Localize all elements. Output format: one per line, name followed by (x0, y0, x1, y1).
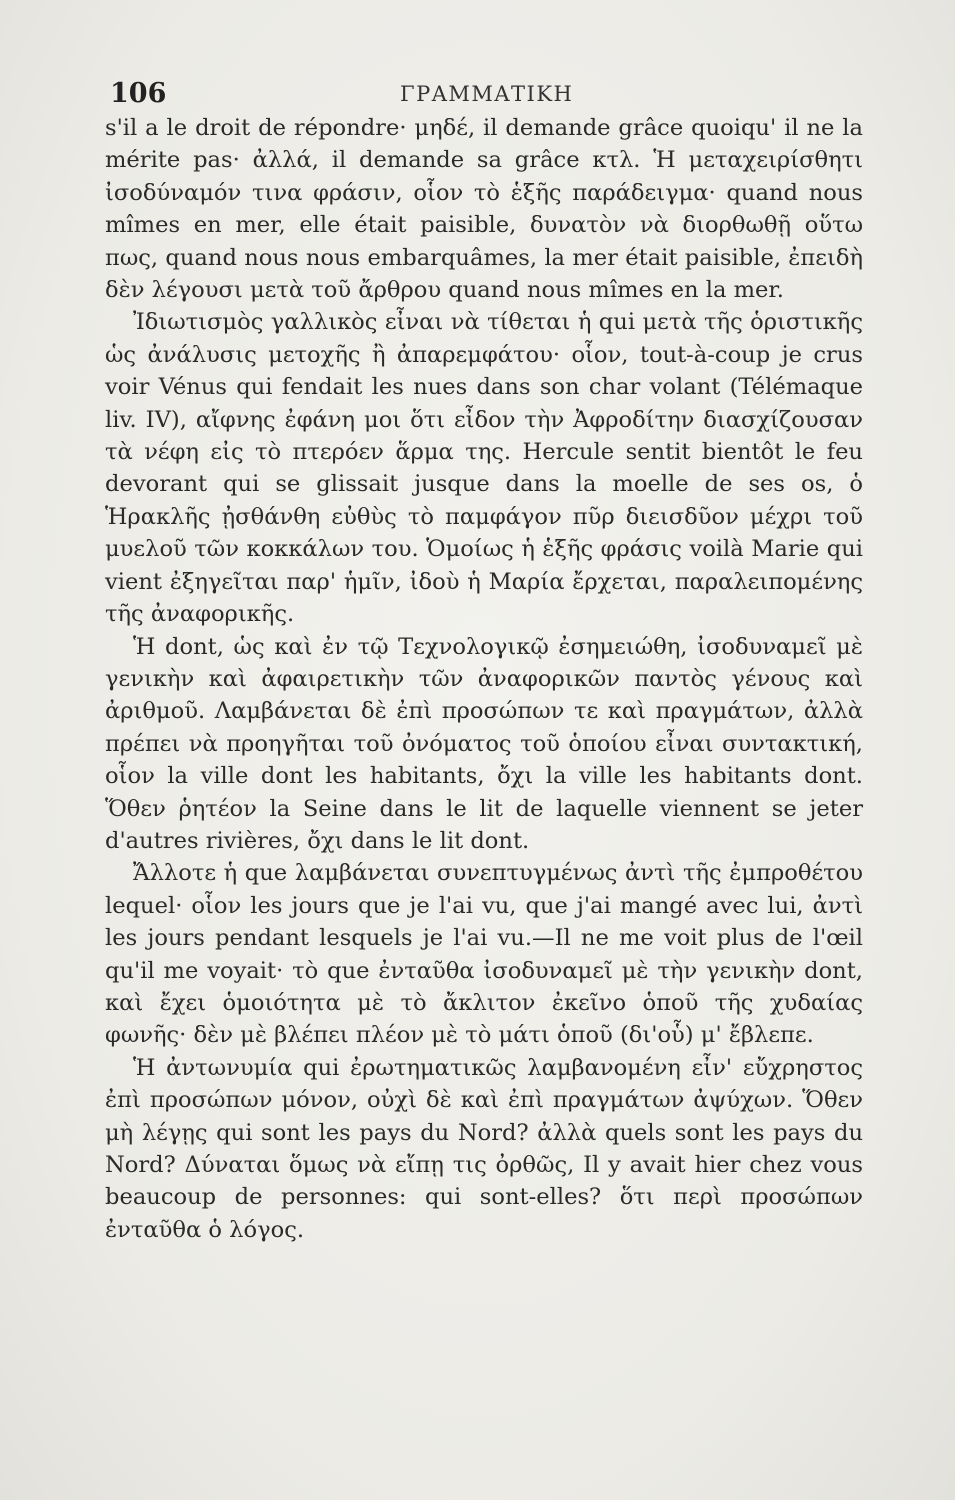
paragraph-1: s'il a le droit de répondre· μηδέ, il demande grâce quoiqu' il ne la mérite pas· ἀλλά, il demande sa grâce κτλ. Ἡ μεταχειρίσθητι ἰσοδύναμόν τινα φράσιν, οἷον τὸ ἑξῆς παράδειγμα· quand nous mîmes en mer, elle était paisible, δυνατὸν νὰ διορθωθῇ οὕτω πως, quand nous nous embarquâmes, la mer était paisible, ἐπειδὴ δὲν λέγουσι μετὰ τοῦ ἄρθρου quand nous mîmes en la mer. (105, 115, 863, 304)
paragraph-5: Ἡ ἀντωνυμία qui ἐρωτηματικῶς λαμβανομένη εἶν' εὔχρηστος ἐπὶ προσώπων μόνον, οὐχὶ δὲ καὶ ἐπὶ πραγμάτων ἀψύχων. Ὅθεν μὴ λέγῃς qui sont les pays du Nord? ἀλλὰ quels sont les pays du Nord? Δύναται ὅμως νὰ εἴπῃ τις ὀρθῶς, Il y avait hier chez vous beaucoup de personnes: qui sont-elles? ὅτι περὶ προσώπων ἐνταῦθα ὁ λόγος. (105, 1054, 863, 1243)
paragraph-2: Ἰδιωτισμὸς γαλλικὸς εἶναι νὰ τίθεται ἡ qui μετὰ τῆς ὁριστικῆς ὡς ἀνάλυσις μετοχῆς ἢ ἀπαρεμφάτου· οἷον, tout-à-coup je crus voir Vénus qui fendait les nues dans son char volant (Télémaque liv. IV), αἴφνης ἐφάνη μοι ὅτι εἶδον τὴν Ἀφροδίτην διασχίζουσαν τὰ νέφη εἰς τὸ πτερόεν ἅρμα της. Hercule sentit bientôt le feu devorant qui se glissait jusque dans la moelle de ses os, ὁ Ἡρακλῆς ᾐσθάνθη εὐθὺς τὸ παμφάγον πῦρ διεισδῦον μέχρι τοῦ μυελοῦ τῶν κοκκάλων του. Ὁμοίως ἡ ἑξῆς φράσις voilà Marie qui vient ἐξηγεῖται παρ' ἡμῖν, ἰδοὺ ἡ Μαρία ἔρχεται, παραλειπομένης τῆς ἀναφορικῆς. (105, 309, 863, 628)
paragraph-3: Ἡ dont, ὡς καὶ ἐν τῷ Τεχνολογικῷ ἐσημειώθη, ἰσοδυναμεῖ μὲ γενικὴν καὶ ἀφαιρετικὴν τῶν ἀναφορικῶν παντὸς γένους καὶ ἀριθμοῦ. Λαμβάνεται δὲ ἐπὶ προσώπων τε καὶ πραγμάτων, ἀλλὰ πρέπει νὰ προηγῆται τοῦ ὀνόματος τοῦ ὁποίου εἶναι συντακτική, οἷον la ville dont les habitants, ὄχι la ville les habitants dont. Ὅθεν ῥητέον la Seine dans le lit de laquelle viennent se jeter d'autres rivières, ὄχι dans le lit dont. (105, 633, 863, 854)
page-number: 106 (110, 78, 167, 109)
paragraph-4: Ἄλλοτε ἡ que λαμβάνεται συνεπτυγμένως ἀντὶ τῆς ἐμπροθέτου lequel· οἷον les jours que je l'ai vu, que j'ai mangé avec lui, ἀντὶ les jours pendant lesquels je l'ai vu.—Il ne me voit plus de l'œil qu'il me voyait· τὸ que ἐνταῦθα ἰσοδυναμεῖ μὲ τὴν γενικὴν dont, καὶ ἔχει ὁμοιότητα μὲ τὸ ἄκλιτον ἐκεῖνο ὁποῦ τῆς χυδαίας φωνῆς· δὲν μὲ βλέπει πλέον μὲ τὸ μάτι ὁποῦ (δι'οὗ) μ' ἔβλεπε. (105, 860, 863, 1049)
page-body (105, 112, 863, 1246)
running-title: ΓΡΑΜΜΑΤΙΚΗ (400, 82, 574, 106)
